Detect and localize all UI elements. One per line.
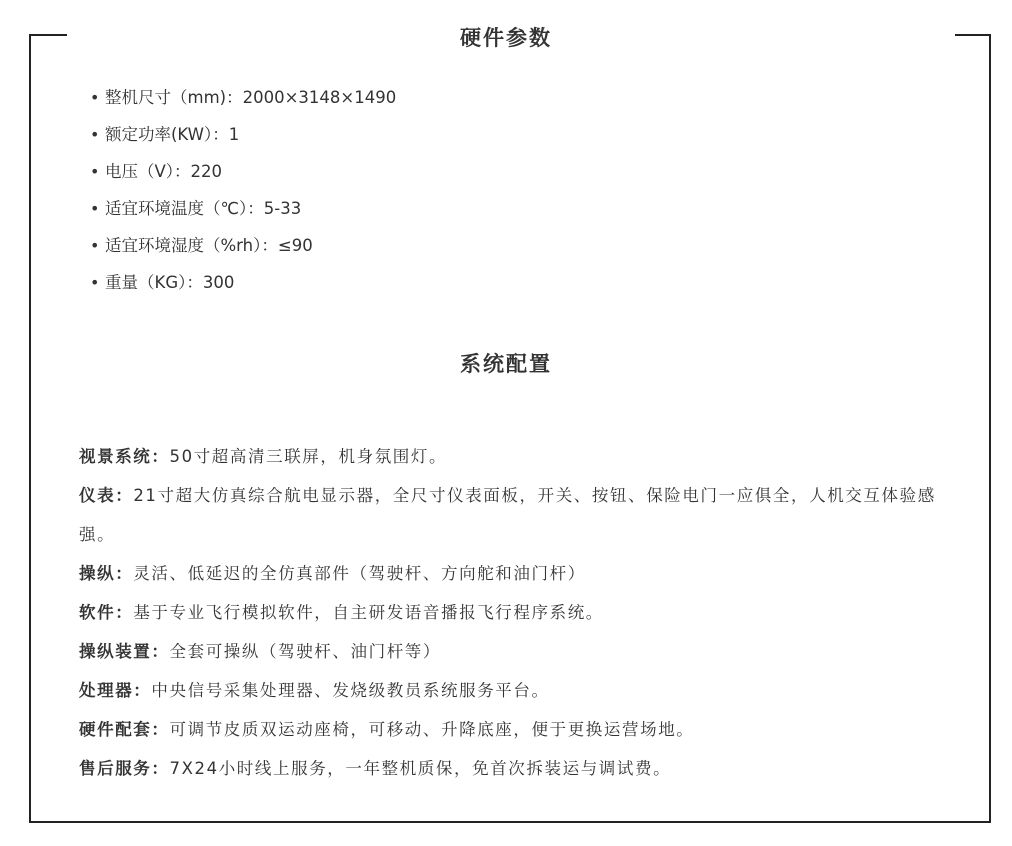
config-label: 软件：	[79, 603, 134, 622]
bullet: •	[90, 125, 100, 144]
param-item-temperature: • 适宜环境温度（℃）：5-33	[90, 196, 396, 233]
config-text: 7X24小时线上服务，一年整机质保，免首次拆装运与调试费。	[169, 759, 672, 778]
system-section-title: 系统配置	[460, 352, 552, 376]
param-item-voltage: • 电压（V）：220	[90, 159, 396, 196]
config-item-visual	[79, 437, 959, 476]
bullet: •	[90, 88, 100, 107]
config-text: 灵活、低延迟的全仿真部件（驾驶杆、方向舵和油门杆）	[133, 564, 586, 583]
hardware-section-title: 硬件参数	[460, 26, 552, 50]
system-config-list	[79, 437, 959, 788]
bullet: •	[90, 199, 100, 218]
config-text: 基于专业飞行模拟软件，自主研发语音播报飞行程序系统。	[133, 603, 604, 622]
config-label: 操纵：	[79, 564, 134, 583]
config-label: 硬件配套：	[79, 720, 170, 739]
config-label: 仪表：	[79, 486, 134, 505]
config-label: 售后服务：	[79, 759, 170, 778]
config-item-after-sales	[79, 749, 959, 788]
config-label: 视景系统：	[79, 447, 170, 466]
config-item-control-devices	[79, 632, 959, 671]
param-item-dimensions: • 整机尺寸（mm)：2000×3148×1490	[90, 85, 396, 122]
config-item-processor	[79, 671, 959, 710]
config-item-controls	[79, 554, 959, 593]
config-label: 处理器：	[79, 681, 152, 700]
param-item-weight: • 重量（KG）：300	[90, 270, 396, 307]
param-item-power: • 额定功率(KW）：1	[90, 122, 396, 159]
param-item-humidity: • 适宜环境湿度（%rh）：≤90	[90, 233, 396, 270]
bullet: •	[90, 273, 100, 292]
config-item-hardware-support	[79, 710, 959, 749]
config-text: 50寸超高清三联屏，机身氛围灯。	[169, 447, 448, 466]
config-text: 可调节皮质双运动座椅，可移动、升降底座，便于更换运营场地。	[169, 720, 695, 739]
config-label: 操纵装置：	[79, 642, 170, 661]
bullet: •	[90, 162, 100, 181]
config-text: 中央信号采集处理器、发烧级教员系统服务平台。	[151, 681, 550, 700]
config-item-instruments	[79, 476, 959, 554]
config-text: 全套可操纵（驾驶杆、油门杆等）	[169, 642, 441, 661]
config-item-software	[79, 593, 959, 632]
bullet: •	[90, 236, 100, 255]
config-text: 21寸超大仿真综合航电显示器，全尺寸仪表面板，开关、按钮、保险电门一应俱全，人机交互体验感强。	[79, 486, 936, 544]
hardware-param-list	[90, 85, 396, 307]
